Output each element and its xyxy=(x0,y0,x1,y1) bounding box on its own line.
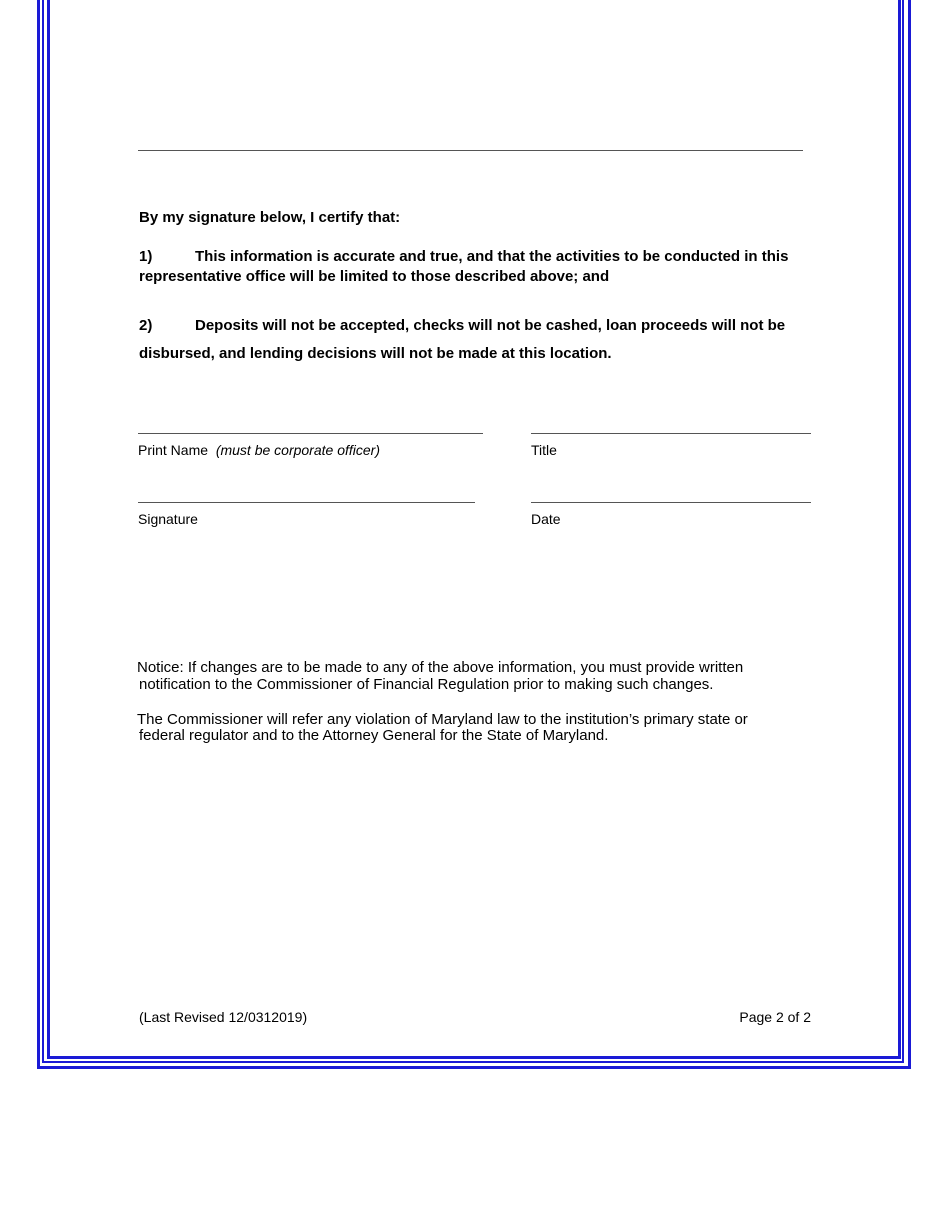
commissioner-line-1: The Commissioner will refer any violation of Maryland law to the institution’s primary state or xyxy=(137,711,748,728)
page-number: Page 2 of 2 xyxy=(739,1009,811,1025)
certify-item-2 xyxy=(139,317,785,334)
notice-line-1: Notice: If changes are to be made to any of the above information, you must provide written xyxy=(137,659,744,676)
title-line[interactable] xyxy=(531,433,811,434)
date-line[interactable] xyxy=(531,502,811,503)
notice-line-2: notification to the Commissioner of Financial Regulation prior to making such changes. xyxy=(139,676,714,693)
signature-label: Signature xyxy=(138,511,198,527)
item-text-line: This information is accurate and true, and that the activities to be conducted in this xyxy=(195,248,789,265)
item-text-line: Deposits will not be accepted, checks will not be cashed, loan proceeds will not be xyxy=(195,317,786,334)
date-label: Date xyxy=(531,511,561,527)
certify-item-2-continued: disbursed, and lending decisions will not be made at this location. xyxy=(139,345,612,362)
signature-line[interactable] xyxy=(138,502,475,503)
revision-date: (Last Revised 12/0312019) xyxy=(139,1009,308,1025)
item-number: 1) xyxy=(139,248,153,265)
certify-heading: By my signature below, I certify that: xyxy=(139,209,401,226)
print-name-line[interactable] xyxy=(138,433,483,434)
certify-item-1 xyxy=(139,248,788,265)
item-number: 2) xyxy=(139,317,153,334)
title-label: Title xyxy=(531,442,557,458)
print-name-label xyxy=(138,442,380,458)
print-name-hint: (must be corporate officer) xyxy=(215,442,380,458)
page-border-inner xyxy=(47,0,901,1059)
commissioner-line-2: federal regulator and to the Attorney General for the State of Maryland. xyxy=(139,727,609,744)
print-name-text: Print Name xyxy=(138,442,209,458)
certify-item-1-continued: representative office will be limited to those described above; and xyxy=(139,268,610,285)
top-answer-line xyxy=(138,150,803,151)
